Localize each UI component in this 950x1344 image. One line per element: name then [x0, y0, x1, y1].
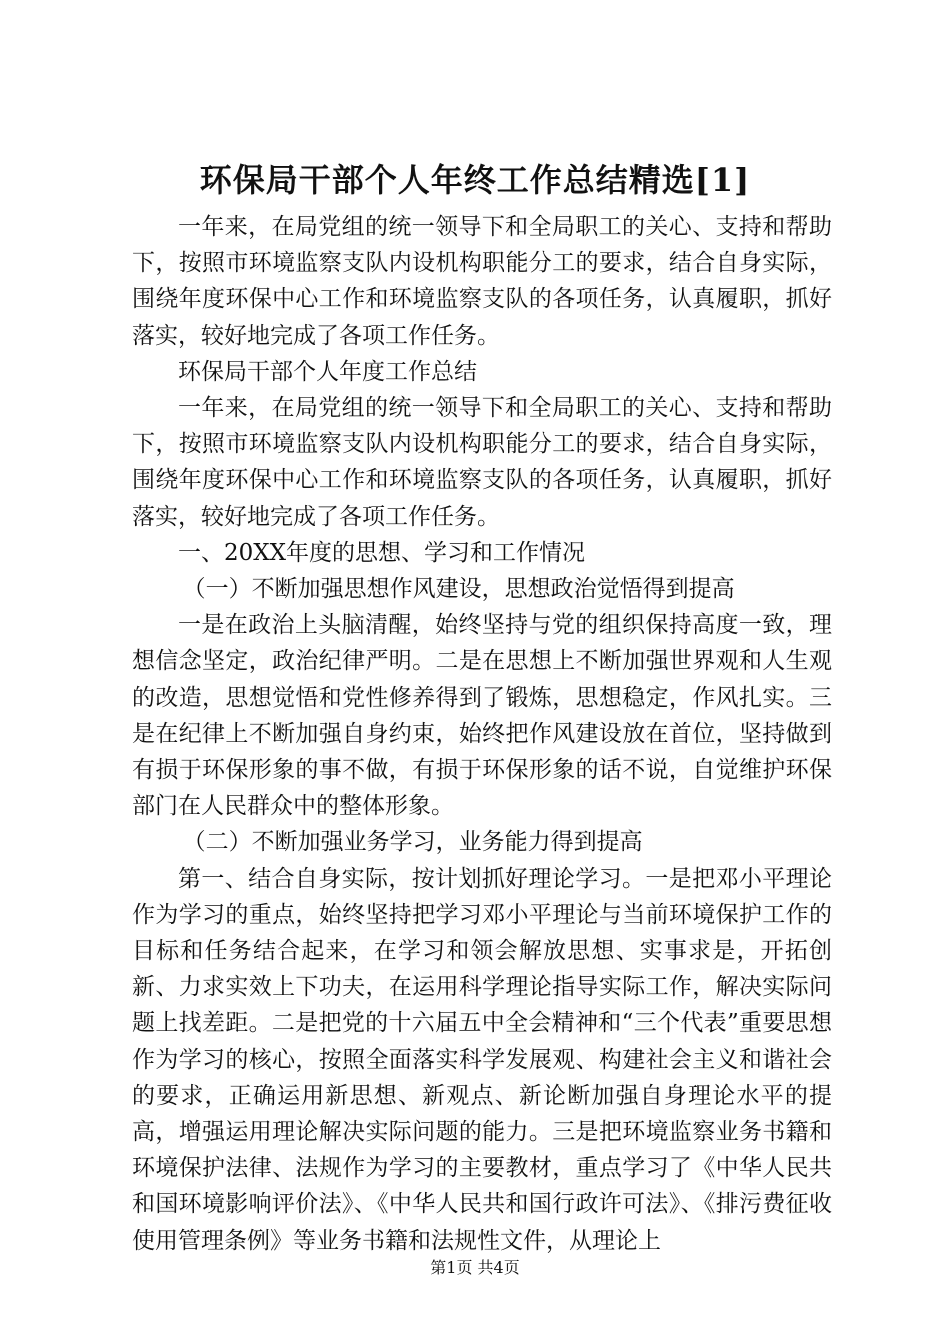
heading-section-one: 一、20XX年度的思想、学习和工作情况 — [178, 539, 586, 566]
paragraph-repeat-intro: 一年来，在局党组的统一领导下和全局职工的关心、支持和帮助下，按照市环境监察支队内设机构职能分工的要求，结合自身实际，围绕年度环保中心工作和环境监察支队的各项任务，认真履职，抓好落实，较好地完成了各项工作任务。 — [132, 395, 832, 530]
subheading-business-study: （二）不断加强业务学习，业务能力得到提高 — [182, 829, 643, 856]
subheading-ideology: （一）不断加强思想作风建设，思想政治觉悟得到提高 — [182, 576, 735, 603]
page-footer: 第1页 共4页 — [430, 1258, 520, 1277]
paragraph-business-study: 第一、结合自身实际，按计划抓好理论学习。一是把邓小平理论作为学习的重点，始终坚持把学习邓小平理论与当前环境保护工作的目标和任务结合起来，在学习和领会解放思想、实事求是，开拓创新、力求实效上下功夫，在运用科学理论指导实际工作，解决实际问题上找差距。二是把党的十六届五中全会精神和“三个代表”重要思想作为学习的核心，按照全面落实科学发展观、构建社会主义和谐社会的要求，正确运用新思想、新观点、新论断加强自身理论水平的提高，增强运用理论解决实际问题的能力。三是把环境监察业务书籍和环境保护法律、法规作为学习的主要教材，重点学习了《中华人民共和国环境影响评价法》、《中华人民共和国行政许可法》、《排污费征收使用管理条例》等业务书籍和法规性文件，从理论上 — [132, 865, 832, 1254]
paragraph-ideology: 一是在政治上头脑清醒，始终坚持与党的组织保持高度一致，理想信念坚定，政治纪律严明。二是在思想上不断加强世界观和人生观的改造，思想觉悟和党性修养得到了锻炼，思想稳定，作风扎实。三是在纪律上不断加强自身约束，始终把作风建设放在首位，坚持做到有损于环保形象的事不做，有损于环保形象的话不说，自觉维护环保部门在人民群众中的整体形象。 — [132, 612, 832, 820]
document-title: 环保局干部个人年终工作总结精选[1] — [199, 161, 751, 199]
heading-annual-summary: 环保局干部个人年度工作总结 — [178, 358, 477, 385]
paragraph-intro: 一年来，在局党组的统一领导下和全局职工的关心、支持和帮助下，按照市环境监察支队内设机构职能分工的要求，结合自身实际，围绕年度环保中心工作和环境监察支队的各项任务，认真履职，抓好落实，较好地完成了各项工作任务。 — [132, 214, 832, 349]
document-body — [132, 209, 832, 1259]
